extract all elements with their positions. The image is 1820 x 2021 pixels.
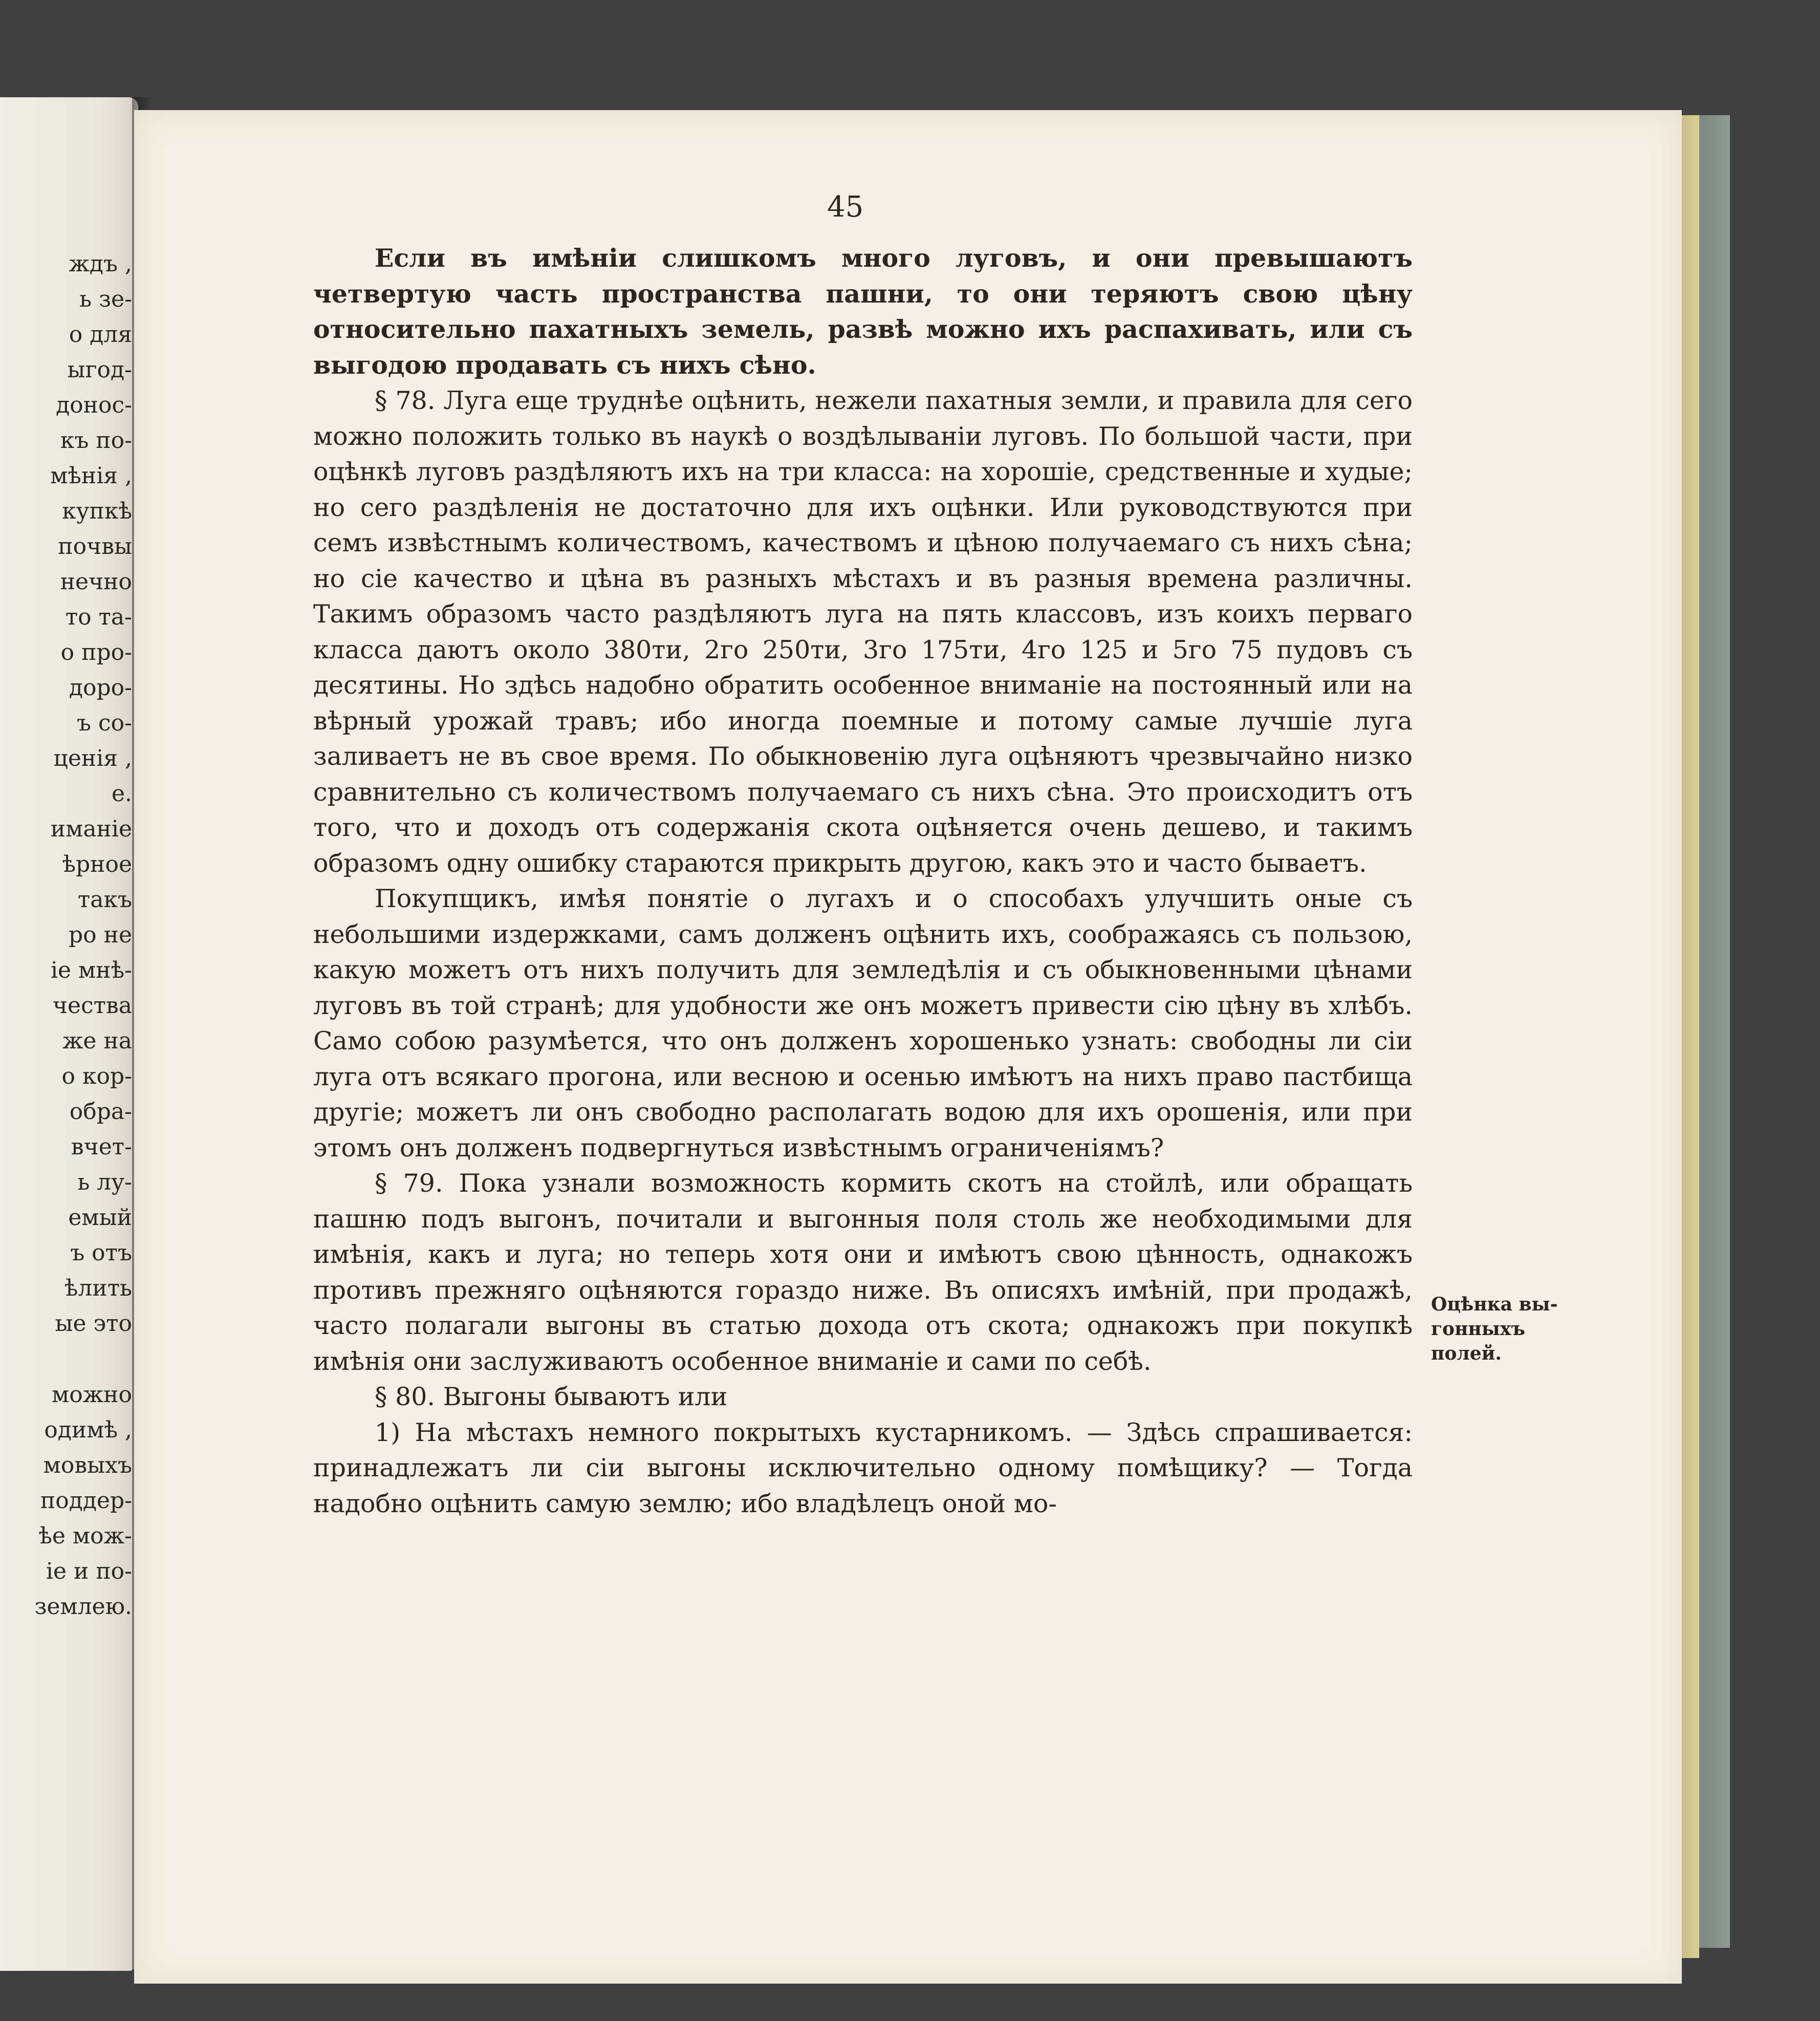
previous-page [0,97,138,1971]
paragraph: Если въ имѣніи слишкомъ много луговъ, и они превышаютъ четвертую часть пространства пашни, то они теряютъ свою цѣну относительно пахатныхъ земель, развѣ можно ихъ распахивать, или съ выгодою продавать съ нихъ сѣно. [313,243,1413,380]
previous-page-fragment: іе мнѣ- [50,957,132,983]
previous-page-fragment: мовыхъ [43,1452,132,1478]
margin-note-line: полей. [1431,1343,1502,1364]
previous-page-fragment: доро- [69,675,132,701]
paragraph: Покупщикъ, имѣя понятіе о лугахъ и о способахъ улучшить оные съ небольшими издержками, самъ долженъ оцѣнить ихъ, соображаясь съ пользою, какую можетъ отъ нихъ получить для земледѣлія и съ обыкновенными цѣнами луговъ въ той странѣ; для удобности же онъ можетъ привести сію цѣну въ хлѣбъ. Само собою разумѣется, что онъ долженъ хорошенько узнать: свободны ли сіи луга отъ всякаго прогона, или весною и осенью имѣютъ на нихъ право пастбища другіе; можетъ ли онъ свободно располагать водою для ихъ орошенія, или при этомъ онъ долженъ подвергнуться извѣстнымъ ограниченіямъ? [313,884,1413,1163]
previous-page-fragment: ѣрное [62,851,132,877]
paragraph: 1) На мѣстахъ немного покрытыхъ кустарникомъ. — Здѣсь спрашивается: принадлежатъ ли сіи выгоны исключительно одному помѣщику? — Тогда надобно оцѣнить самую землю; ибо владѣлецъ оной мо- [313,1417,1413,1518]
previous-page-fragment: ъ со- [77,710,132,736]
previous-page-fragment: ро не [68,922,132,948]
previous-page-fragment: ыгод- [67,357,132,383]
paragraph: § 80. Выгоны бываютъ или [375,1382,728,1411]
previous-page-fragment: такъ [77,887,132,913]
previous-page-fragment: о кор- [61,1063,132,1089]
previous-page-fragment: нечно [60,569,132,595]
previous-page-fragment: чества [52,993,132,1019]
previous-page-fragment: поддер- [40,1488,132,1514]
previous-page-fragment: емый [68,1205,132,1231]
previous-page-fragment: ценія , [53,745,132,771]
previous-page-fragment: иманіе [50,816,132,842]
paragraph: § 78. Луга еще труднѣе оцѣнить, нежели пахатныя земли, и правила для сего можно положить только въ наукѣ о воздѣлываніи луговъ. По большой части, при оцѣнкѣ луговъ раздѣляютъ ихъ на три класса: на хорошіе, средственные и худые; но сего раздѣленія не достаточно для ихъ оцѣнки. Или руководствуются при семъ извѣстнымъ количествомъ, качествомъ и цѣною получаемаго съ нихъ сѣна; но сіе качество и цѣна въ разныхъ мѣстахъ и въ разныя времена различны. Такимъ образомъ часто раздѣляютъ луга на пять классовъ, изъ коихъ перваго класса даютъ около 380ти, 2го 250ти, 3го 175ти, 4го 125 и 5го 75 пудовъ съ десятины. Но здѣсь надобно обратить особенное вниманіе на постоянный или на вѣрный урожай травъ; ибо иногда поемные и потому самые лучшіе луга заливаетъ не въ свое время. По обыкновенію луга оцѣняютъ чрезвычайно низко сравнительно съ количествомъ получаемаго съ нихъ сѣна. Это происходитъ отъ того, что и доходъ отъ содержанія скота оцѣняется очень дешево, и такимъ образомъ одну ошибку стараются прикрыть другою, какъ это и часто бываетъ. [313,386,1413,878]
previous-page-fragment: ъ отъ [70,1240,132,1266]
previous-page-fragment: ь лу- [77,1169,132,1195]
previous-page-fragment: же на [62,1028,132,1054]
previous-page-fragment: ые это [55,1310,132,1337]
previous-page-fragment: землею. [34,1594,132,1620]
previous-page-fragment: то та- [65,604,132,630]
page-number: 45 [827,190,864,224]
previous-page-fragment: донос- [56,392,132,418]
previous-page-fragment: іе и по- [46,1558,132,1584]
previous-page-fragment: ѣлить [64,1275,132,1301]
previous-page-fragment: о для [69,321,132,348]
previous-page-fragment: мѣнія , [50,463,132,489]
paragraph: § 79. Пока узнали возможность кормить скотъ на стойлѣ, или обращать пашню подъ выгонъ, почитали и выгонныя поля столь же необходимыми для имѣнія, какъ и луга; но теперь хотя они и имѣютъ свою цѣнность, однакожъ противъ прежняго оцѣняются гораздо ниже. Въ описяхъ имѣній, при продажѣ, часто полагали выгоны въ статью дохода отъ скота; однакожъ при покупкѣ имѣнія они заслуживаютъ особенное вниманіе и сами по себѣ. [313,1169,1413,1376]
previous-page-fragment: обра- [69,1099,132,1125]
previous-page-fragment: ь зе- [79,286,132,312]
book-cover [1699,115,1730,1948]
previous-page-fragment: вчет- [71,1134,132,1160]
previous-page-fragment: можно [51,1382,132,1408]
previous-page-fragment: купкѣ [62,498,132,524]
previous-page-fragment: о про- [60,639,132,665]
margin-note-line: Оцѣнка вы- [1431,1294,1558,1315]
margin-note [1431,1292,1574,1366]
previous-page-fragment: къ по- [60,427,132,454]
previous-page-fragment: одимѣ , [44,1417,132,1443]
previous-page-fragment: ждъ , [69,251,132,277]
previous-page-fragment: почвы [58,533,132,560]
previous-page-fragment: ѣе мож- [38,1523,132,1549]
page-edges [1682,115,1699,1958]
page-body [313,241,1413,1521]
margin-note-line: гонныхъ [1431,1318,1525,1340]
previous-page-fragment: е. [111,781,132,807]
